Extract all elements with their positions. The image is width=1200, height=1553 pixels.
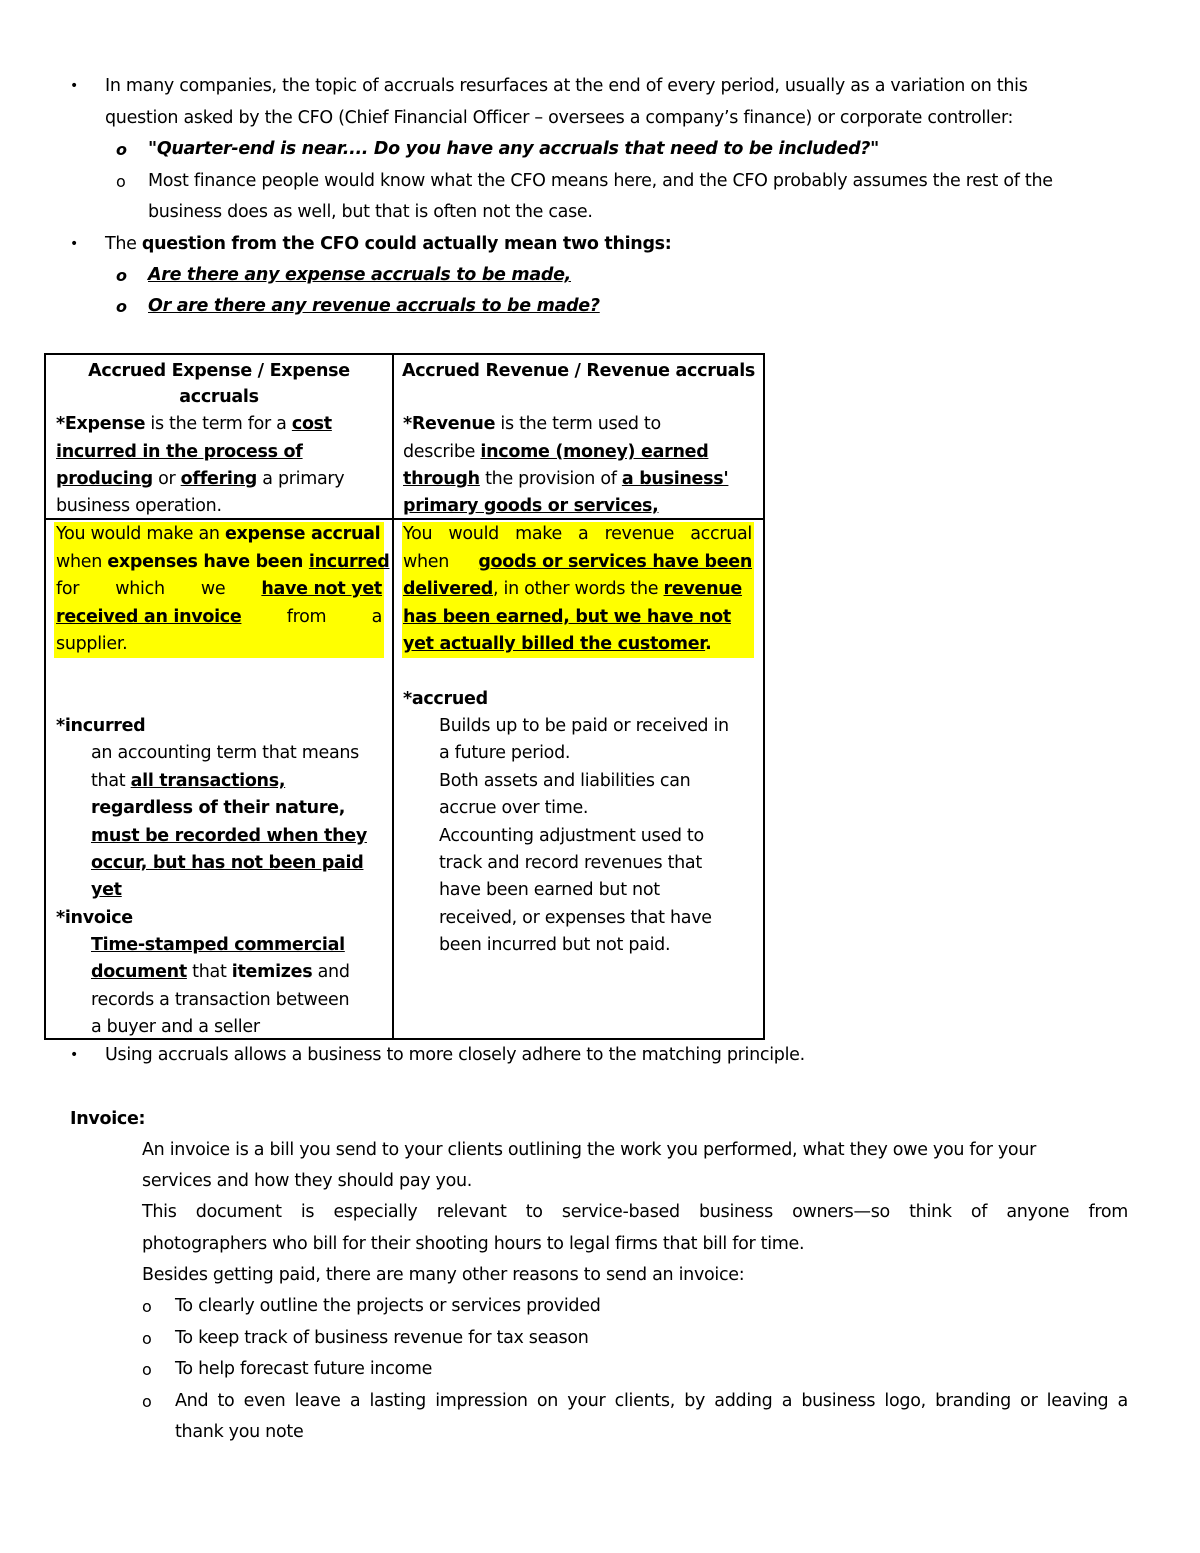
intro-text: Most finance people would know what the CFO means here, and the CFO probably assumes the rest of the (148, 171, 1053, 191)
invoice-definition: a buyer and a seller (91, 1017, 260, 1037)
incurred-definition: an accounting term that means (91, 743, 359, 763)
invoice-reason-item: To help forecast future income (175, 1359, 433, 1379)
revenue-accrual-text: You would make a revenue accrual (403, 524, 752, 544)
revenue-definition: *Revenue is the term used to (403, 414, 661, 434)
revenue-header: Accrued Revenue / Revenue accruals (401, 361, 756, 381)
revenue-accrual-text: has been earned, but we have not (403, 607, 731, 627)
invoice-paragraph: An invoice is a bill you send to your clients outlining the work you performed, what they owe you for your (142, 1140, 1037, 1160)
accrued-definition: Accounting adjustment used to (439, 826, 704, 846)
invoice-definition: records a transaction between (91, 990, 350, 1010)
invoice-paragraph: photographers who bill for their shooting hours to legal firms that bill for time. (142, 1234, 805, 1254)
incurred-definition: must be recorded when they (91, 826, 367, 846)
incurred-definition: that all transactions, (91, 771, 286, 791)
accrued-definition: have been earned but not (439, 880, 660, 900)
invoice-reason-item: And to even leave a lasting impression on your clients, by adding a business logo, branding or leaving a (175, 1391, 1128, 1411)
expense-definition: producing or offering a primary (56, 469, 345, 489)
invoice-reason-item: To clearly outline the projects or services provided (175, 1296, 601, 1316)
bullet-marker: • (70, 78, 78, 94)
intro-text: The question from the CFO could actually mean two things: (105, 234, 672, 254)
accrued-definition: track and record revenues that (439, 853, 702, 873)
accrued-definition: received, or expenses that have (439, 908, 712, 928)
sub-marker: o (116, 140, 127, 159)
revenue-accrual-text: yet actually billed the customer. (403, 634, 712, 654)
bullet-marker: • (70, 1047, 78, 1063)
invoice-paragraph: This document is especially relevant to service-based business owners—so think of anyone from (142, 1202, 1128, 1222)
invoice-term: *invoice (56, 908, 133, 928)
invoice-definition: document that itemizes and (91, 962, 350, 982)
expense-accrual-text: supplier. (56, 634, 128, 654)
expense-header: Accrued Expense / Expense (88, 361, 350, 381)
revenue-accrual-text: delivered, in other words the revenue (403, 579, 742, 599)
sub-marker: o (116, 297, 127, 316)
matching-principle-text: Using accruals allows a business to more closely adhere to the matching principle. (105, 1045, 805, 1065)
accrued-definition: been incurred but not paid. (439, 935, 671, 955)
expense-accrual-text: received an invoice from a (56, 607, 382, 627)
accrued-term: *accrued (403, 689, 488, 709)
invoice-paragraph: services and how they should pay you. (142, 1171, 473, 1191)
accrued-definition: a future period. (439, 743, 571, 763)
expense-definition: *Expense is the term for a cost (56, 414, 332, 434)
invoice-heading: Invoice: (70, 1109, 146, 1129)
revenue-definition: primary goods or services, (403, 496, 659, 516)
accrued-definition: Builds up to be paid or received in (439, 716, 729, 736)
invoice-reason-item: To keep track of business revenue for tax season (175, 1328, 589, 1348)
revenue-question: Or are there any revenue accruals to be made? (148, 296, 600, 316)
expense-definition: business operation. (56, 496, 222, 516)
bullet-marker: • (70, 236, 78, 252)
sub-marker: o (142, 1392, 152, 1411)
sub-marker: o (116, 172, 126, 191)
revenue-definition: through the provision of a business' (403, 469, 729, 489)
invoice-paragraph: Besides getting paid, there are many other reasons to send an invoice: (142, 1265, 745, 1285)
invoice-reason-item: thank you note (175, 1422, 304, 1442)
sub-marker: o (142, 1329, 152, 1348)
revenue-definition: describe income (money) earned (403, 442, 709, 462)
intro-text: question asked by the CFO (Chief Financial Officer – oversees a company’s finance) or corporate controller: (105, 108, 1014, 128)
expense-question: Are there any expense accruals to be made, (148, 265, 571, 285)
sub-marker: o (142, 1297, 152, 1316)
expense-accrual-text: when expenses have been incurred (56, 552, 390, 572)
incurred-term: *incurred (56, 716, 146, 736)
sub-marker: o (142, 1360, 152, 1379)
sub-marker: o (116, 266, 127, 285)
accrued-definition: accrue over time. (439, 798, 589, 818)
expense-accrual-text: for which we have not yet (56, 579, 382, 599)
incurred-definition: occur, but has not been paid (91, 853, 364, 873)
expense-accrual-text: You would make an expense accrual (56, 524, 381, 544)
incurred-definition: regardless of their nature, (91, 798, 346, 818)
incurred-definition: yet (91, 880, 122, 900)
cfo-quote: "Quarter-end is near.... Do you have any accruals that need to be included?" (148, 139, 879, 159)
revenue-accrual-text: when goods or services have been (403, 552, 752, 572)
intro-text: business does as well, but that is often not the case. (148, 202, 593, 222)
accrued-definition: Both assets and liabilities can (439, 771, 691, 791)
invoice-definition: Time-stamped commercial (91, 935, 345, 955)
expense-definition: incurred in the process of (56, 442, 303, 462)
expense-header: accruals (179, 387, 259, 407)
intro-text: In many companies, the topic of accruals resurfaces at the end of every period, usually as a variation on this (105, 76, 1028, 96)
